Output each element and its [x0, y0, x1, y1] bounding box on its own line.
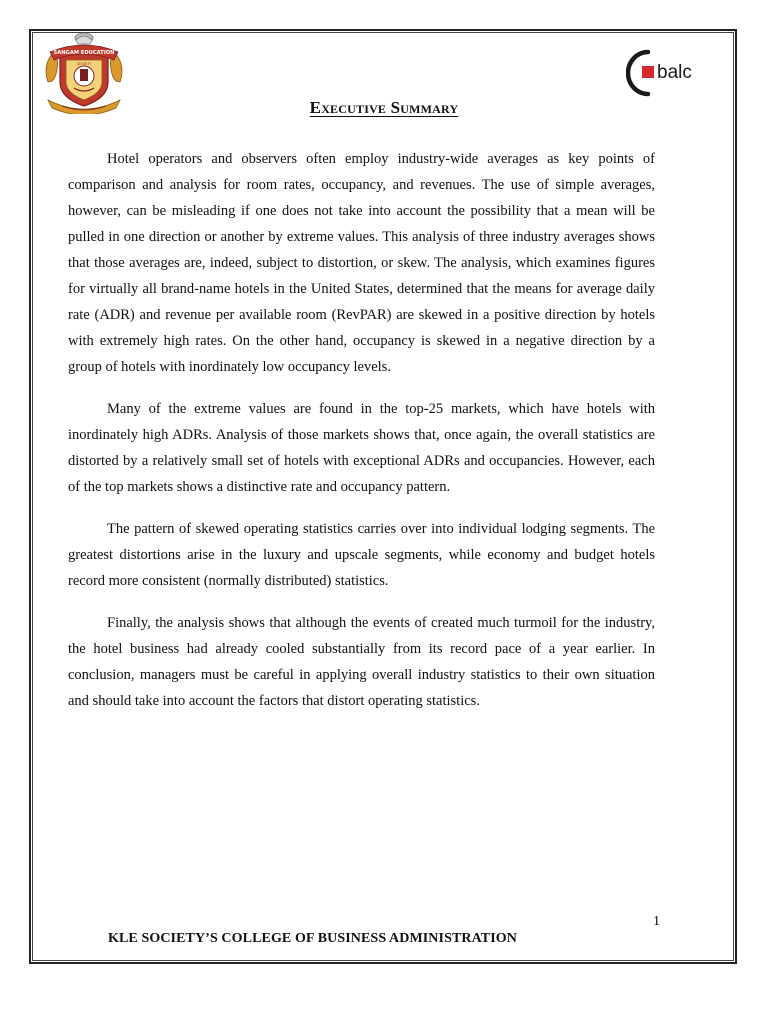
logo-text: balc — [657, 62, 692, 83]
paragraph-3: The pattern of skewed operating statistics carries over into individual lodging segments. The greatest distortions arise in the luxury and upscale segments, while economy and budget hotels record more consistent (normally distributed) statistics. — [68, 521, 655, 589]
paragraph-1: Hotel operators and observers often employ industry-wide averages as key points of comparison and analysis for room rates, occupancy, and revenues. The use of simple averages, however, can be misleading if one does not take into account the possibility that a mean will be pulled in one direction or another by extreme values. This analysis of three industry averages shows that those averages are, indeed, subject to distortion, or skew. The analysis, which examines figures for virtually all brand-name hotels in the United States, determined that the means for average daily rate (ADR) and revenue per available room (RevPAR) are skewed in a positive direction by hotels with extremely high rates. On the other hand, occupancy is skewed in a negative direction by a group of hotels with inordinately low occupancy levels. — [68, 151, 655, 375]
paragraph-4: Finally, the analysis shows that although the events of created much turmoil for the industry, the hotel business had already cooled substantially from its record pace of a year earlier. In conclusion, managers must be careful in applying overall industry statistics to their own situation and should take into account the factors that distort operating statistics. — [68, 615, 655, 709]
seal-sub-text: SOCIETY — [76, 62, 92, 66]
page-number: 1 — [653, 914, 660, 929]
seal-ribbon-text: SANGAM EDUCATION — [53, 50, 115, 56]
summary-body — [68, 146, 655, 730]
page-title: Executive Summary — [309, 98, 459, 117]
footer-college-name: KLE SOCIETY’S COLLEGE OF BUSINESS ADMINISTRATION — [108, 931, 517, 946]
cbalc-logo-icon — [626, 46, 710, 100]
paragraph-2: Many of the extreme values are found in the top-25 markets, which have hotels with inordinately high ADRs. Analysis of those markets shows that, once again, the overall statistics are distorted by a relatively small set of hotels with exceptional ADRs and occupancies. However, each of the top markets shows a distinctive rate and occupancy pattern. — [68, 401, 655, 495]
